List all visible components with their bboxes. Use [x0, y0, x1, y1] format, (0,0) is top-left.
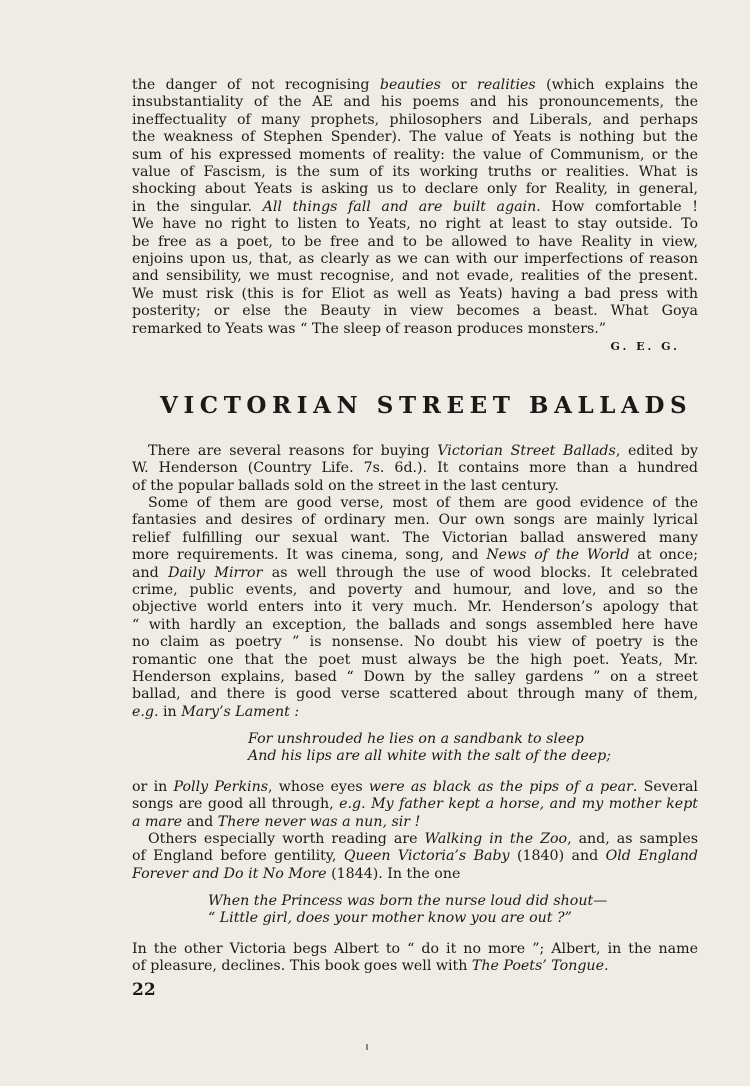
text-line: W. Henderson (Country Life. 7s. 6d.). It contains more than a hundred	[132, 460, 698, 477]
italic-title: Mary’s Lament :	[181, 703, 300, 720]
text-line: Others especially worth reading are Walking in the Zoo, and, as samples	[148, 831, 698, 847]
text-line: sum of his expressed moments of reality: the value of Communism, or the	[132, 146, 698, 163]
text-line: crime, public events, and poverty and humour, and love, and so the	[132, 582, 698, 599]
page-number: 22	[132, 980, 156, 1000]
text-line: more requirements. It was cinema, song, and News of the World at once;	[132, 547, 698, 564]
italic-title: a mare	[132, 813, 183, 830]
article-heading: VICTORIAN STREET BALLADS	[160, 392, 693, 419]
text-line: songs are good all through, e.g. My father kept a horse, and my mother kept	[132, 796, 698, 813]
italic-title: Forever and Do it No More	[132, 865, 327, 882]
text-line: posterity; or else the Beauty in view becomes a beast. What Goya	[132, 303, 698, 320]
text-line: shocking about Yeats is asking us to declare only for Reality, in general,	[132, 181, 698, 198]
examples-paragraph	[132, 831, 698, 883]
verse-line: When the Princess was born the nurse loud did shout—	[208, 893, 608, 909]
verse-line: “ Little girl, does your mother know you are out ?”	[208, 910, 572, 927]
text-line: a mare and There never was a nun, sir !	[132, 813, 421, 830]
intro-paragraph	[132, 443, 698, 495]
italic-title: Queen Victoria’s Baby	[343, 848, 510, 865]
verse-line: For unshrouded he lies on a sandbank to sleep	[248, 731, 584, 747]
italic-title: beauties	[379, 77, 441, 93]
text-line: Some of them are good verse, most of them are good evidence of the	[148, 495, 698, 511]
verse-quote-2	[208, 893, 668, 928]
continuation-paragraph	[132, 779, 698, 831]
text-line: We must risk (this is for Eliot as well as Yeats) having a bad press with	[132, 285, 698, 302]
print-speck	[366, 1044, 368, 1050]
text-line: of the popular ballads sold on the street in the last century.	[132, 477, 559, 494]
italic-title: News of the World	[486, 547, 630, 564]
text-line: relief fulfilling our sexual want. The Victorian ballad answered many	[132, 529, 698, 546]
text-line: There are several reasons for buying Victorian Street Ballads, edited by	[148, 443, 699, 459]
text-line: objective world enters into it very much. Mr. Henderson’s apology that	[132, 599, 698, 616]
text-line: fantasies and desires of ordinary men. Our own songs are mainly lyrical	[132, 512, 698, 529]
text-line: or in Polly Perkins, whose eyes were as black as the pips of a pear. Several	[132, 779, 698, 795]
text-line: and Daily Mirror as well through the use of wood blocks. It celebrated	[132, 564, 698, 581]
italic-title: e.g.	[132, 703, 159, 720]
text-line: and sensibility, we must recognise, and not evade, realities of the present.	[132, 268, 698, 285]
text-line: of England before gentility, Queen Victoria’s Baby (1840) and Old England	[132, 848, 698, 865]
verse-line: And his lips are all white with the salt of the deep;	[248, 748, 612, 765]
italic-title: were as black as the pips of a pear	[368, 779, 633, 795]
text-line: In the other Victoria begs Albert to “ do it no more ”; Albert, in the name	[132, 941, 698, 957]
text-line: remarked to Yeats was “ The sleep of reason produces monsters.”	[132, 320, 607, 337]
text-line: no claim as poetry ” is nonsense. No doubt his view of poetry is the	[132, 634, 698, 651]
text-line: enjoins upon us, that, as clearly as we can with our imperfections of reason	[132, 251, 698, 268]
text-line: Henderson explains, based “ Down by the salley gardens ” on a street	[132, 669, 698, 686]
text-line: in the singular. All things fall and are built again. How comfortable !	[132, 198, 698, 215]
verse-quote-1	[248, 731, 668, 766]
italic-title: e.g. My father kept a horse, and my mother kept	[339, 796, 698, 813]
text-line: of pleasure, declines. This book goes well with The Poets’ Tongue.	[132, 958, 609, 975]
text-line: be free as a poet, to be free and to be allowed to have Reality in view,	[132, 233, 698, 250]
text-line: ineffectuality of many prophets, philosophers and Liberals, and perhaps	[132, 111, 698, 128]
text-line: e.g. in Mary’s Lament :	[132, 703, 300, 720]
italic-title: There never was a nun, sir !	[217, 813, 421, 830]
text-line: the weakness of Stephen Spender). The value of Yeats is nothing but the	[132, 129, 698, 146]
closing-paragraph	[132, 941, 698, 976]
text-line: Forever and Do it No More (1844). In the one	[132, 865, 461, 882]
text-line: insubstantiality of the AE and his poems and his pronouncements, the	[132, 94, 698, 111]
italic-title: Daily Mirror	[168, 564, 263, 581]
text-line: value of Fascism, is the sum of its working truths or realities. What is	[132, 164, 698, 181]
author-initials: G. E. G.	[610, 340, 680, 353]
italic-title: The Poets’ Tongue.	[471, 958, 609, 975]
italic-title: Old England	[605, 848, 698, 865]
text-line: the danger of not recognising beauties or realities (which explains the	[132, 77, 699, 93]
italic-title: realities	[477, 77, 536, 93]
text-line: romantic one that the poet must always be the high poet. Yeats, Mr.	[132, 651, 698, 668]
italic-title: Victorian Street Ballads	[437, 443, 616, 459]
italic-title: Walking in the Zoo	[424, 831, 568, 847]
italic-title: Polly Perkins	[173, 779, 269, 795]
text-line: We have no right to listen to Yeats, no right at least to stay outside. To	[132, 216, 698, 233]
text-line: ballad, and there is good verse scattered about through many of them,	[132, 686, 698, 703]
italic-title: All things fall and are built again.	[262, 198, 541, 215]
text-line: “ with hardly an exception, the ballads and songs assembled here have	[132, 616, 698, 633]
essay-conclusion-paragraph	[132, 77, 698, 338]
body-paragraph	[132, 495, 698, 721]
